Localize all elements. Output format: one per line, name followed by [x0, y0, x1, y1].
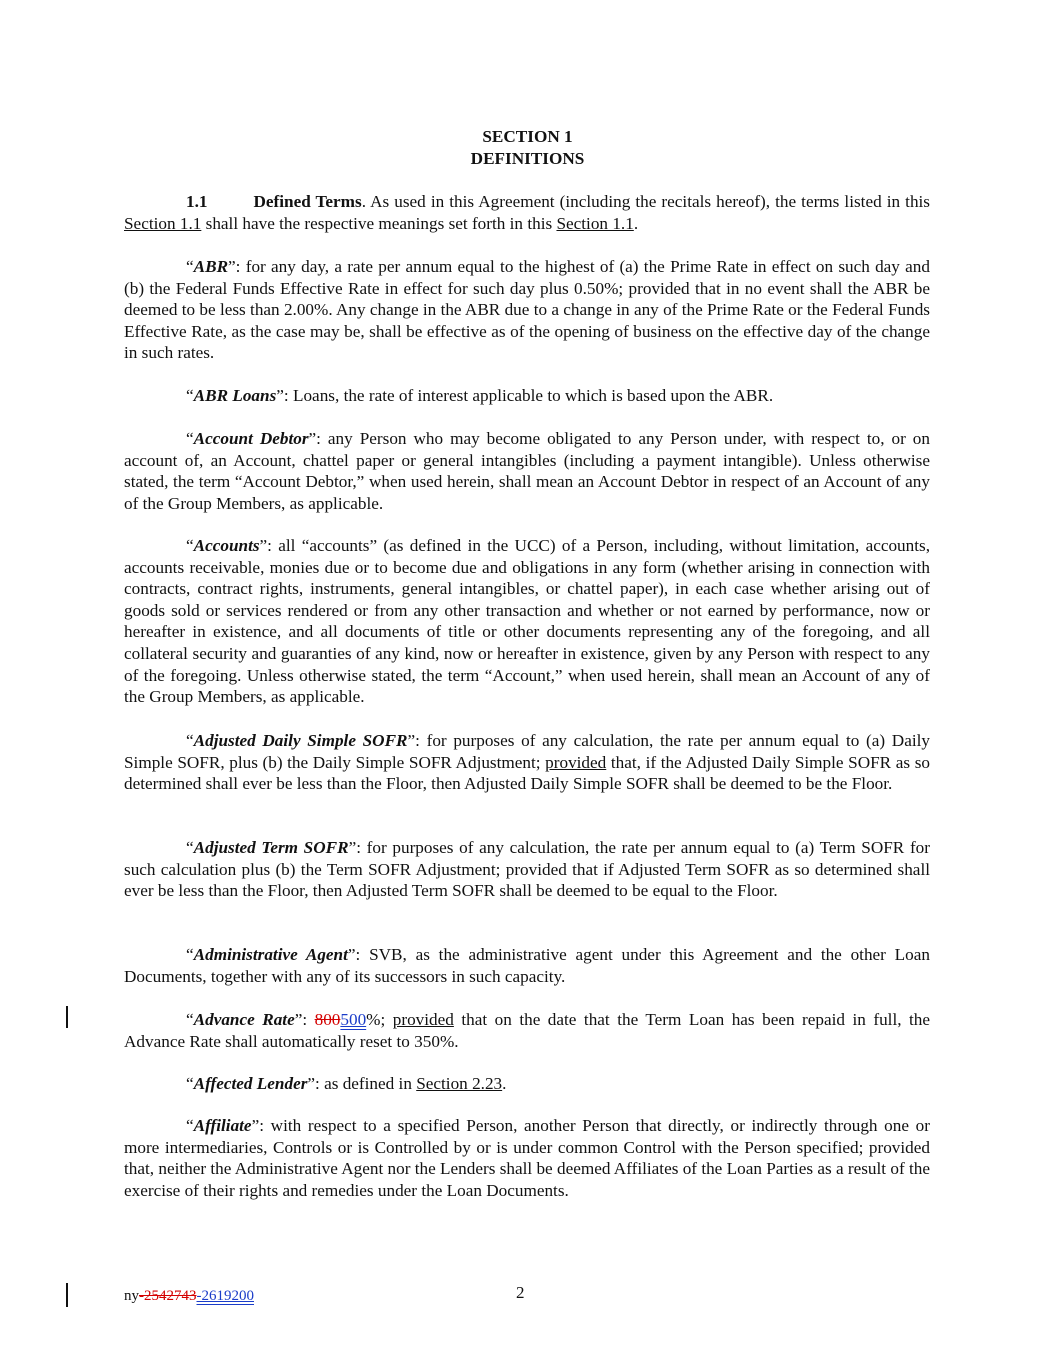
defined-term: ABR — [193, 257, 229, 276]
section-reference-link[interactable]: Section 1.1 — [556, 213, 634, 233]
inserted-text: -2619200 — [196, 1288, 254, 1304]
section-reference-link[interactable]: Section 1.1 — [124, 213, 202, 233]
defined-term: Adjusted Term SOFR — [193, 838, 349, 857]
definition-adjusted-daily-simple-sofr: “Adjusted Daily Simple SOFR”: for purposes of any calculation, the rate per annum equal to (a) Daily Simple SOFR, plus (b) the Daily Simple SOFR Adjustment; provided that, if the Adjusted Daily Simple SOFR as so determined shall ever be less than the Floor, then Adjusted Daily Simple SOFR shall be deemed to be the Floor. — [124, 731, 930, 794]
defined-term: Advance Rate — [193, 1010, 295, 1029]
provided-underlined: provided — [545, 752, 607, 772]
definition-abr-loans: “ABR Loans”: Loans, the rate of interest applicable to which is based upon the ABR. — [186, 386, 774, 405]
section-reference-link[interactable]: Section 2.23 — [416, 1074, 503, 1093]
change-bar — [66, 1006, 68, 1028]
change-bar — [66, 1283, 68, 1307]
section-number: 1.1 — [186, 192, 208, 211]
defined-term: Accounts — [193, 536, 260, 555]
inserted-text: 500 — [340, 1010, 367, 1029]
page-number: 2 — [516, 1283, 525, 1302]
definition-abr: “ABR”: for any day, a rate per annum equal to the highest of (a) the Prime Rate in effect on such day and (b) the Federal Funds Effective Rate in effect for such day plus 0.50%; provided that in no event shall the ABR be deemed to be less than 2.00%. Any change in the ABR due to a change in any of the Prime Rate or the Federal Funds Effective Rate, as the case may be, shall be effective as of the opening of business on the effective day of the change in such rates. — [124, 257, 930, 363]
defined-terms-label: Defined Terms — [253, 192, 362, 211]
defined-term: ABR Loans — [193, 386, 277, 405]
defined-term: Affiliate — [193, 1116, 252, 1135]
defined-term: Adjusted Daily Simple SOFR — [193, 731, 408, 750]
section-number-heading: SECTION 1 — [482, 127, 573, 146]
section-title-heading: DEFINITIONS — [470, 149, 585, 168]
deleted-text: -2542743 — [139, 1288, 197, 1304]
document-id-footer: ny-2542743-2619200 — [124, 1288, 254, 1304]
defined-term: Affected Lender — [193, 1074, 308, 1093]
definition-account-debtor: “Account Debtor”: any Person who may become obligated to any Person under, with respect to, or on account of, an Account, chattel paper or general intangibles (including a payment intangible). Unless otherwise stated, the term “Account Debtor,” when used herein, shall mean an Account Debtor in respect of an Account of any of the Group Members, as applicable. — [124, 429, 930, 513]
deleted-text: 800 — [314, 1010, 341, 1029]
definition-adjusted-term-sofr: “Adjusted Term SOFR”: for purposes of any calculation, the rate per annum equal to (a) Term SOFR for such calculation plus (b) the Term SOFR Adjustment; provided that if Adjusted Term SOFR as so determined shall ever be less than the Floor, then Adjusted Term SOFR shall be deemed to be equal to the Floor. — [124, 838, 930, 901]
defined-terms-intro-paragraph: 1.1 Defined Terms. As used in this Agreement (including the recitals hereof), the terms listed in this Section 1.1 shall have the respective meanings set forth in this Section 1.1. — [124, 192, 930, 233]
definition-affected-lender: “Affected Lender”: as defined in Section 2.23. — [186, 1074, 507, 1093]
definition-administrative-agent: “Administrative Agent”: SVB, as the administrative agent under this Agreement and the other Loan Documents, together with any of its successors in such capacity. — [124, 945, 930, 986]
provided-underlined: provided — [392, 1010, 454, 1029]
definition-accounts: “Accounts”: all “accounts” (as defined in the UCC) of a Person, including, without limitation, accounts, accounts receivable, monies due or to become due and obligations in any form (whether arising in connection with contracts, contract rights, instruments, general intangibles, or chattel paper), in each case whether arising out of goods sold or services rendered or from any other transaction and whether or not earned by performance, now or hereafter in existence, and all documents of title or other documents representing any of the foregoing, and all collateral security and guaranties of any kind, now or hereafter in existence, given by any Person with respect to any of the foregoing. Unless otherwise stated, the term “Account,” when used herein, shall mean an Account of any of the Group Members, as applicable. — [124, 536, 930, 707]
definition-advance-rate: “Advance Rate”: 800500%; provided that on the date that the Term Loan has been repaid in full, the Advance Rate shall automatically reset to 350%. — [124, 1010, 931, 1051]
defined-term: Administrative Agent — [193, 945, 348, 964]
definition-affiliate: “Affiliate”: with respect to a specified Person, another Person that directly, or indirectly through one or more intermediaries, Controls or is Controlled by or is under common Control with the Person specified; provided that, neither the Administrative Agent nor the Lenders shall be deemed Affiliates of the Loan Parties as a result of the exercise of their rights and remedies under the Loan Documents. — [124, 1116, 930, 1200]
defined-term: Account Debtor — [193, 429, 309, 448]
